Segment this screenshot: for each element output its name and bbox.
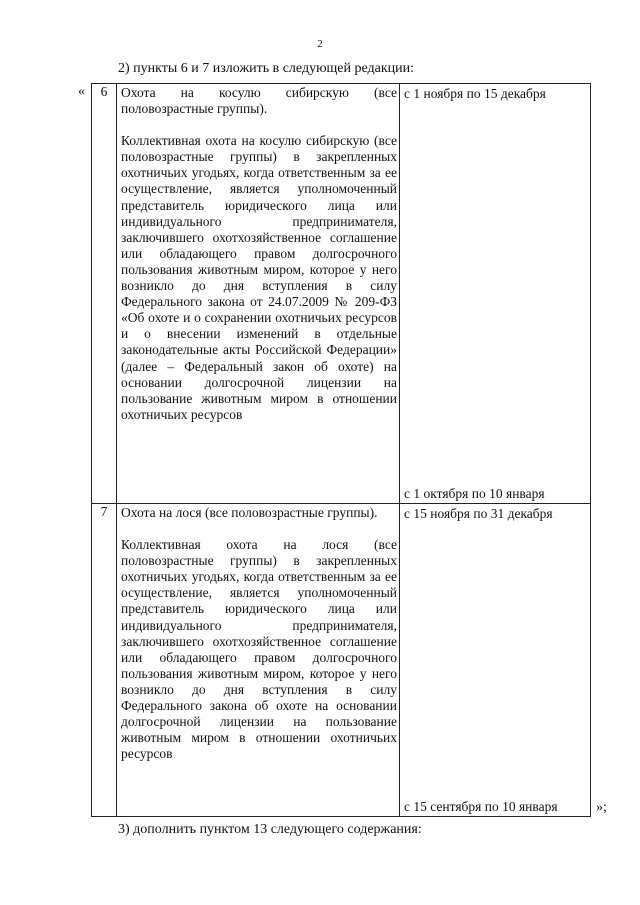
page-number: 2 [317, 38, 323, 50]
row-number: 7 [92, 504, 117, 817]
table-row [92, 84, 591, 504]
row-description [117, 84, 400, 504]
collective-hunt-text: Коллективная охота на косулю сибирскую (все половозрастные группы) в закрепленных охотничьих угодьях, когда ответственным за ее осуществление, является уполномоченный представитель юридического лица или индивидуального предпринимателя, заключившего охотхозяйственное соглашение или обладающего правом долгосрочного пользования животным миром, которое у него возникло до дня вступления в силу Федерального закона от 24.07.2009 № 209-ФЗ «Об охоте и о сохранении охотничьих ресурсов и о внесении изменений в отдельные законодательные акты Российской Федерации» (далее – Федеральный закон об охоте) на основании долгосрочной лицензии на пользование животным миром в отношении охотничьих ресурсов [121, 133, 397, 422]
table-row [92, 504, 591, 817]
collective-hunt-period: с 1 октября по 10 января [404, 485, 545, 501]
row-number: 6 [92, 84, 117, 504]
row-description [117, 504, 400, 817]
hunt-period: с 15 ноября по 31 декабря [404, 506, 553, 521]
amendment-outro: 3) дополнить пунктом 13 следующего содержания: [118, 822, 422, 837]
hunt-title: Охота на косулю сибирскую (все половозрастные группы). [121, 85, 397, 117]
collective-hunt-period: с 15 сентября по 10 января [404, 798, 558, 814]
collective-hunt-text: Коллективная охота на лося (все половозрастные группы) в закрепленных охотничьих угодьях, когда ответственным за ее осуществление, является уполномоченный представитель юридического лица или индивидуального предпринимателя, заключившего охотхозяйственное соглашение или обладающего правом долгосрочного пользования животным миром, которое у него возникло до дня вступления в силу Федерального закона об охоте на основании долгосрочной лицензии на пользование животным миром в отношении охотничьих ресурсов [121, 537, 397, 762]
amendment-intro: 2) пункты 6 и 7 изложить в следующей редакции: [118, 61, 415, 76]
hunt-period: с 1 ноября по 15 декабря [404, 86, 546, 101]
closing-quote: »; [596, 800, 607, 815]
hunt-title: Охота на лося (все половозрастные группы). [121, 505, 378, 520]
opening-quote: « [78, 84, 85, 99]
row-periods [400, 504, 591, 817]
amendment-table [91, 83, 591, 817]
row-periods [400, 84, 591, 504]
